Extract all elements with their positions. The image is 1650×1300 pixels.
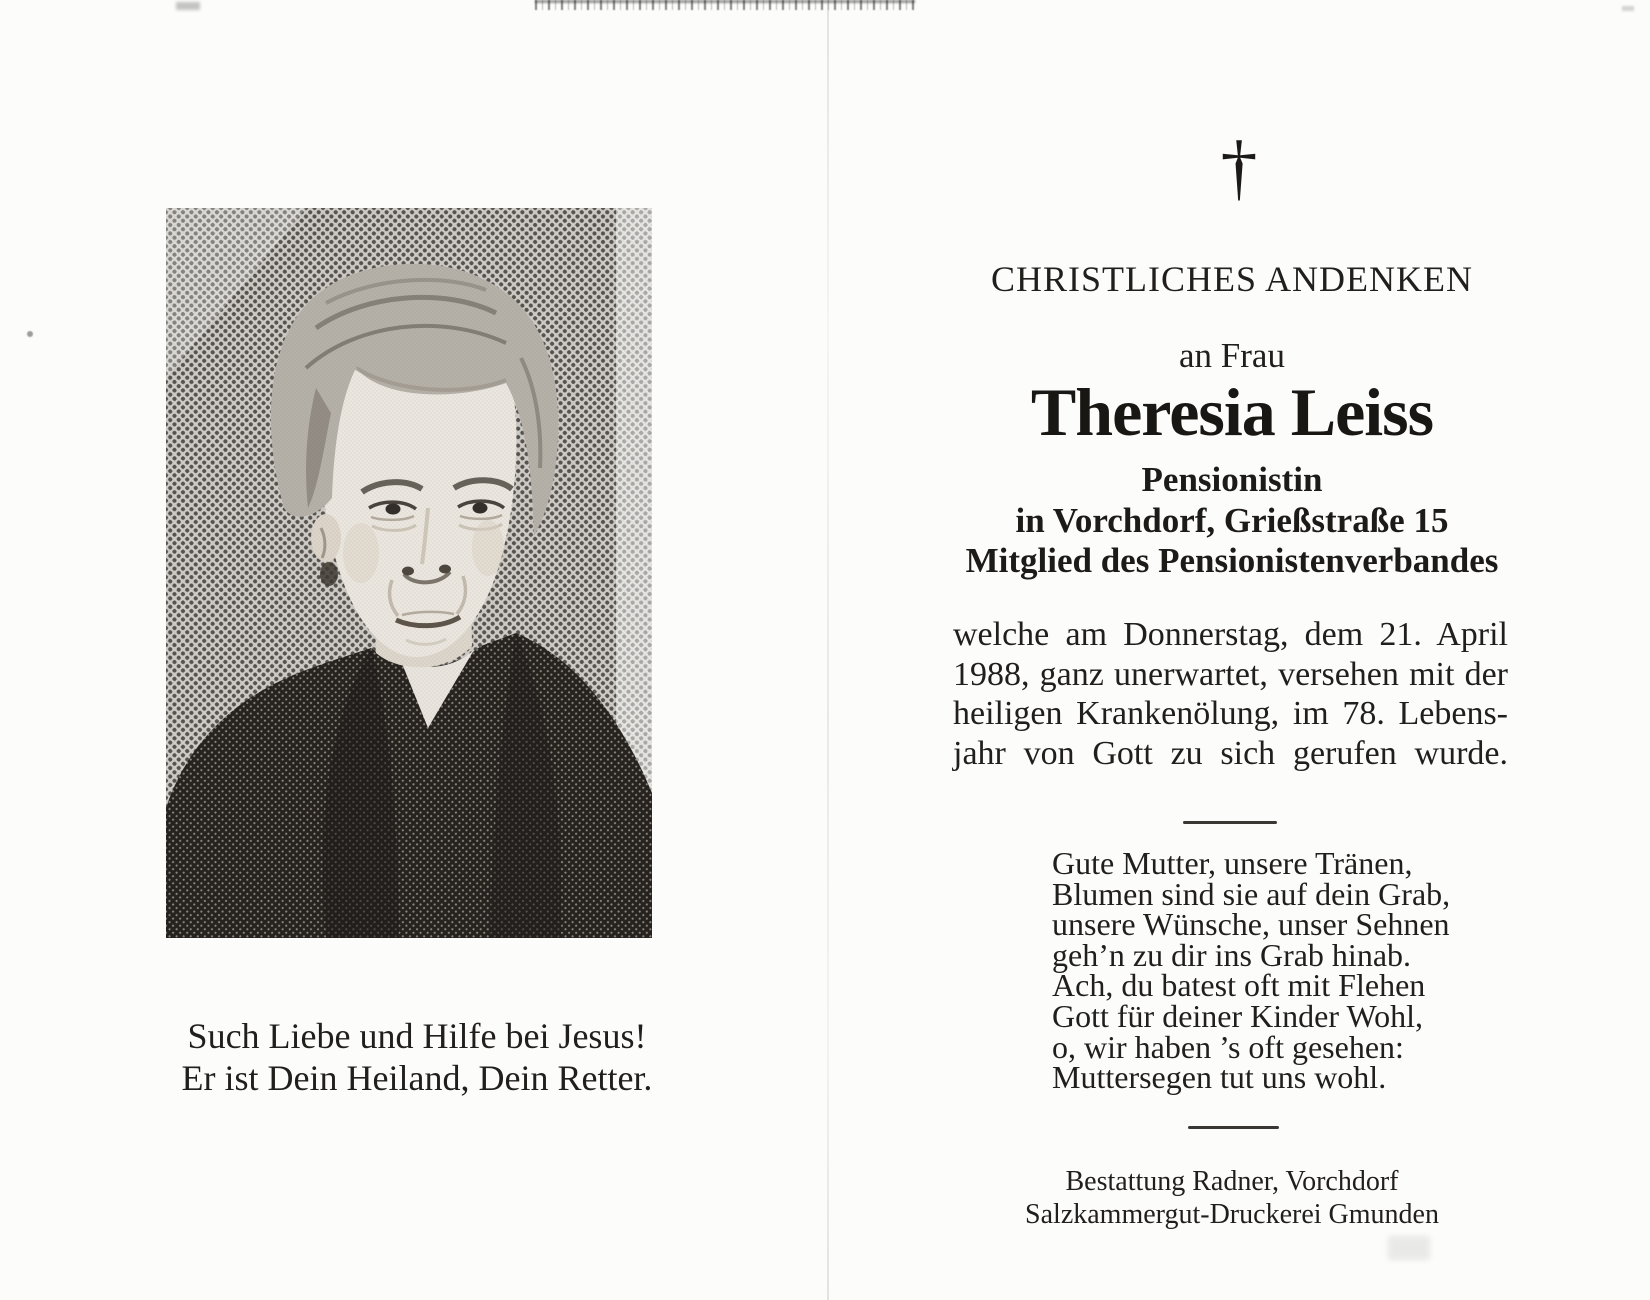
imprint-line: Bestattung Radner, Vorchdorf <box>1065 1166 1399 1197</box>
scan-artifact-dot <box>27 331 33 337</box>
obituary-line: welche am Donnerstag, dem 21. April <box>953 616 1508 653</box>
obituary-line: jahr von Gott zu sich gerufen wurde. <box>953 734 1508 772</box>
scan-artifact-smudge <box>1388 1236 1430 1260</box>
portrait-photo <box>166 208 652 938</box>
divider-bottom <box>1188 1126 1279 1129</box>
poem-line: Ach, du batest oft mit Flehen <box>1052 967 1426 1004</box>
card-fold-line <box>827 0 829 1300</box>
caption-line: Er ist Dein Heiland, Dein Retter. <box>181 1058 653 1098</box>
photo-caption <box>117 1015 717 1099</box>
poem-line: unsere Wünsche, unser Sehnen <box>1052 906 1450 943</box>
card-header: CHRISTLICHES ANDENKEN <box>990 259 1473 299</box>
obituary-line: heiligen Krankenölung, im 78. Lebens- <box>953 695 1508 732</box>
subtitle-line: Mitglied des Pensionistenverbandes <box>965 541 1499 580</box>
poem-line: Gute Mutter, unsere Tränen, <box>1052 845 1413 881</box>
poem-line: Muttersegen tut uns wohl. <box>1052 1059 1387 1096</box>
poem-line: Blumen sind sie auf dein Grab, <box>1052 875 1451 912</box>
poem-line: o, wir haben ’s oft gesehen: <box>1052 1028 1404 1065</box>
scan-artifact-top-edge-core <box>535 0 915 3</box>
caption-line: Such Liebe und Hilfe bei Jesus! <box>187 1016 647 1056</box>
subtitle-line: Pensionistin <box>1141 460 1323 499</box>
poem-line: geh’n zu dir ins Grab hinab. <box>1052 936 1412 973</box>
cross-symbol: † <box>1220 127 1258 209</box>
poem-line: Gott für deiner Kinder Wohl, <box>1052 997 1423 1034</box>
subtitle-line: in Vorchdorf, Grießstraße 15 <box>1015 500 1449 540</box>
imprint <box>952 1165 1512 1231</box>
deceased-subtitle <box>952 460 1512 582</box>
imprint-line: Salzkammergut-Druckerei Gmunden <box>1025 1199 1439 1230</box>
obituary-line: 1988, ganz unerwartet, versehen mit der <box>953 655 1508 693</box>
salutation: an Frau <box>1179 336 1285 375</box>
deceased-name: Theresia Leiss <box>1030 374 1434 450</box>
divider-top <box>1183 821 1277 824</box>
portrait-photo-art <box>166 208 652 938</box>
obituary-text <box>953 615 1508 773</box>
scan-artifact-smudge <box>176 2 200 10</box>
scan-artifact-smudge <box>1622 6 1634 11</box>
memorial-poem <box>1052 845 1451 1096</box>
